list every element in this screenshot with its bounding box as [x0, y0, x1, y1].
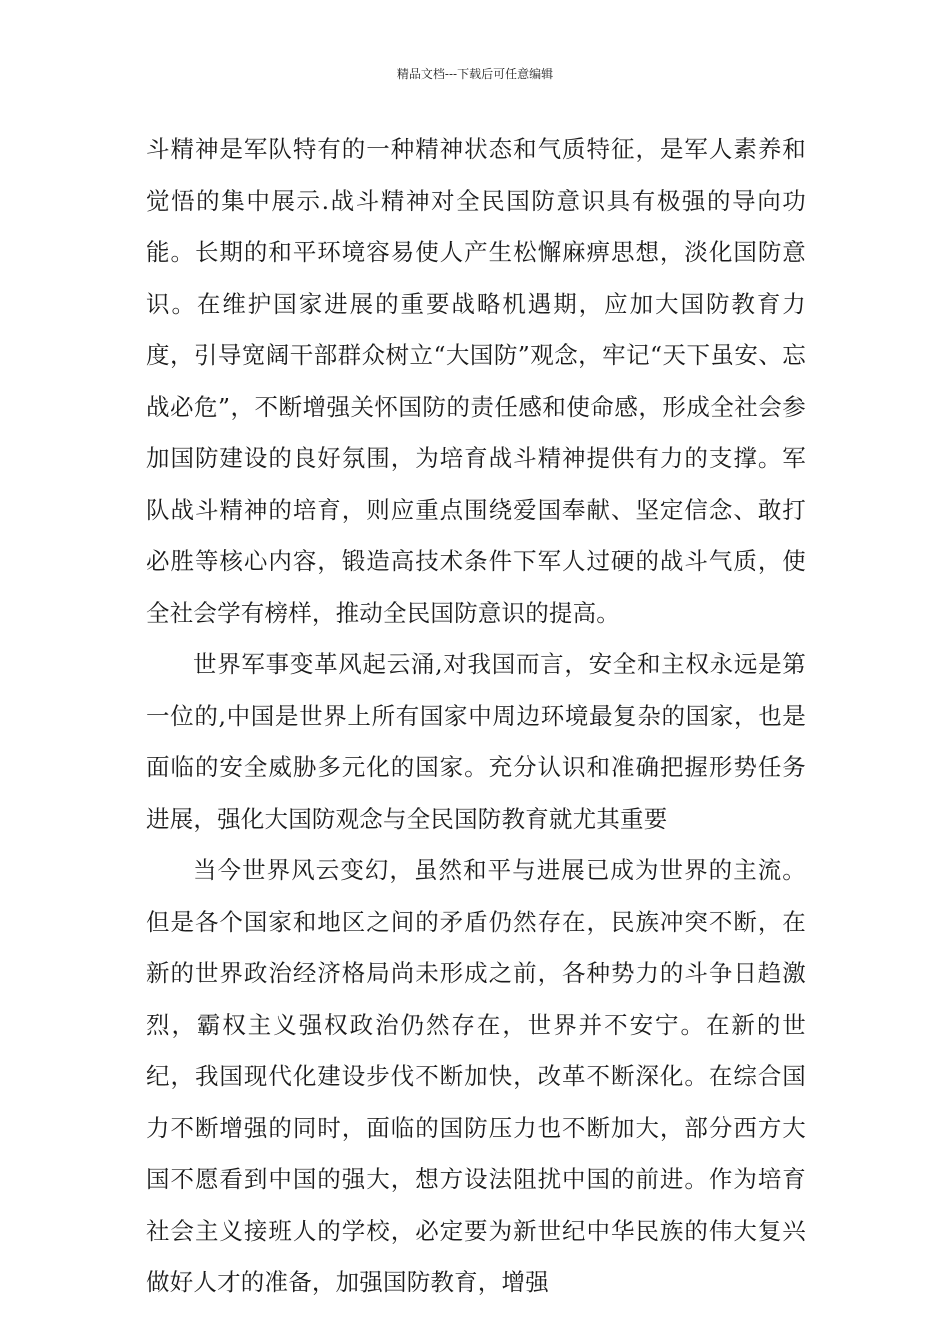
paragraph-3: 当今世界风云变幻，虽然和平与进展已成为世界的主流。但是各个国家和地区之间的矛盾仍然存在，民族冲突不断，在新的世界政治经济格局尚未形成之前，各种势力的斗争日趋激烈，霸权主义强权政治仍然存在，世界并不安宁。在新的世纪，我国现代化建设步伐不断加快，改革不断深化。在综合国力不断增强的同时，面临的国防压力也不断加大，部分西方大国不愿看到中国的强大，想方设法阻扰中国的前进。作为培育社会主义接班人的学校，必定要为新世纪中华民族的伟大复兴做好人才的准备，加强国防教育，增强 — [146, 856, 806, 1296]
document-body — [146, 124, 806, 1309]
paragraph-1: 斗精神是军队特有的一种精神状态和气质特征，是军人素养和觉悟的集中展示.战斗精神对全民国防意识具有极强的导向功能。长期的和平环境容易使人产生松懈麻痹思想，淡化国防意识。在维护国家进展的重要战略机遇期，应加大国防教育力度，引导宽阔干部群众树立“大国防”观念，牢记“天下虽安、忘战必危”，不断增强关怀国防的责任感和使命感，形成全社会参加国防建设的良好氛围，为培育战斗精神提供有力的支撑。军队战斗精神的培育，则应重点围绕爱国奉献、坚定信念、敢打必胜等核心内容，锻造高技术条件下军人过硬的战斗气质，使全社会学有榜样，推动全民国防意识的提高。 — [146, 135, 806, 627]
page-header: 精品文档---下载后可任意编辑 — [396, 67, 554, 81]
paragraph-2: 世界军事变革风起云涌,对我国而言，安全和主权永远是第一位的,中国是世界上所有国家中周边环境最复杂的国家，也是面临的安全威胁多元化的国家。充分认识和准确把握形势任务进展，强化大国防观念与全民国防教育就尤其重要 — [146, 650, 806, 833]
